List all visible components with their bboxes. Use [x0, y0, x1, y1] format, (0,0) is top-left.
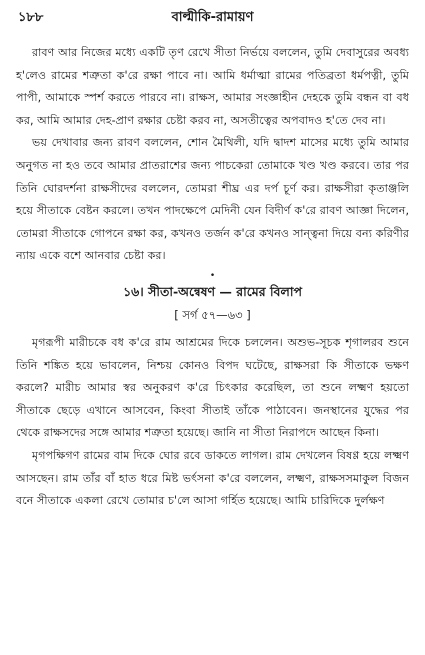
canto-range: [ সর্গ ৫৭—৬৩ ]	[174, 307, 251, 322]
body-paragraph: ভয় দেখাবার জন্য রাবণ বললেন, শোন মৈথিলী, যদি দ্বাদশ মাসের মধ্যে তুমি আমার অনুগত না হও তবে আমার প্রাতরাশের জন্য পাচকেরা তোমাকে খণ্ড খণ্ড করবে। তার পর তিনি ঘোরদর্শনা রাক্ষসীদের বললেন, তোমরা শীঘ্র এর দর্প চূর্ণ কর। রাক্ষসীরা কৃতাঞ্জলি হয়ে সীতাকে বেষ্টন করলে। তখন পাদক্ষেপে মেদিনী যেন বিদীর্ণ ক'রে রাবণ আজ্ঞা দিলেন, তোমরা সীতাকে গোপনে রক্ষা কর, কখনও তর্জন ক'রে কখনও সান্ত্বনা দিয়ে বন্য করিণীর ন্যায় একে বশে আনবার চেষ্টা কর।	[16, 136, 409, 263]
section-ornament: •	[209, 270, 216, 281]
body-paragraph: রাবণ আর নিজের মধ্যে একটি তৃণ রেখে সীতা নির্ভয়ে বললেন, তুমি দেবাসুরের অবধ্য হ'লেও রামের শত্রুতা ক'রে রক্ষা পাবে না। আমি ধর্মাত্মা রামের পতিব্রতা ধর্মপত্নী, তুমি পাপী, আমাকে স্পর্শ করতে পারবে না। রাক্ষস, আমার সংজ্ঞাহীন দেহকে তুমি বন্ধন বা বধ কর, আমি আমার দেহ-প্রাণ রক্ষার চেষ্টা করব না, অসতীত্বের অপবাদও হ'তে দেব না।	[16, 46, 409, 127]
section-heading: ১৬। সীতা-অন্বেষণ — রামের বিলাপ	[123, 283, 302, 299]
running-head	[16, 6, 409, 28]
body-paragraph: মৃগপক্ষিগণ রামের বাম দিকে ঘোর রবে ডাকতে লাগল। রাম দেখলেন বিষণ্ণ হয়ে লক্ষ্মণ আসছেন। রাম তাঁর বাঁ হাত ধরে মিষ্ট ভর্ৎসনা ক'রে বললেন, লক্ষ্মণ, রাক্ষসসমাকুল বিজন বনে সীতাকে একলা রেখে তোমার চ'লে আসা গর্হিত হয়েছে। আমি চারিদিকে দুর্লক্ষণ	[16, 448, 409, 508]
body-paragraph: মৃগরূপী মারীচকে বধ ক'রে রাম আশ্রমের দিকে চললেন। অশুভ-সূচক শৃগালরব শুনে তিনি শঙ্কিত হয়ে ভাবলেন, নিশ্চয় কোনও বিপদ ঘটেছে, রাক্ষসরা কি সীতাকে ভক্ষণ করলে? মারীচ আমার স্বর অনুকরণ ক'রে চিৎকার করেছিল, তা শুনে লক্ষ্মণ হয়তো সীতাকে ছেড়ে এখানে আসবেন, কিংবা সীতাই তাঁকে পাঠাবেন। জনস্থানের যুদ্ধের পর থেকে রাক্ষসদের সঙ্গে আমার শত্রুতা হয়েছে। জানি না সীতা নিরাপদে আছেন কিনা।	[16, 335, 409, 440]
page-number: ১৮৮	[18, 10, 44, 25]
running-title: বাল্মীকি-রামায়ণ	[171, 10, 254, 25]
